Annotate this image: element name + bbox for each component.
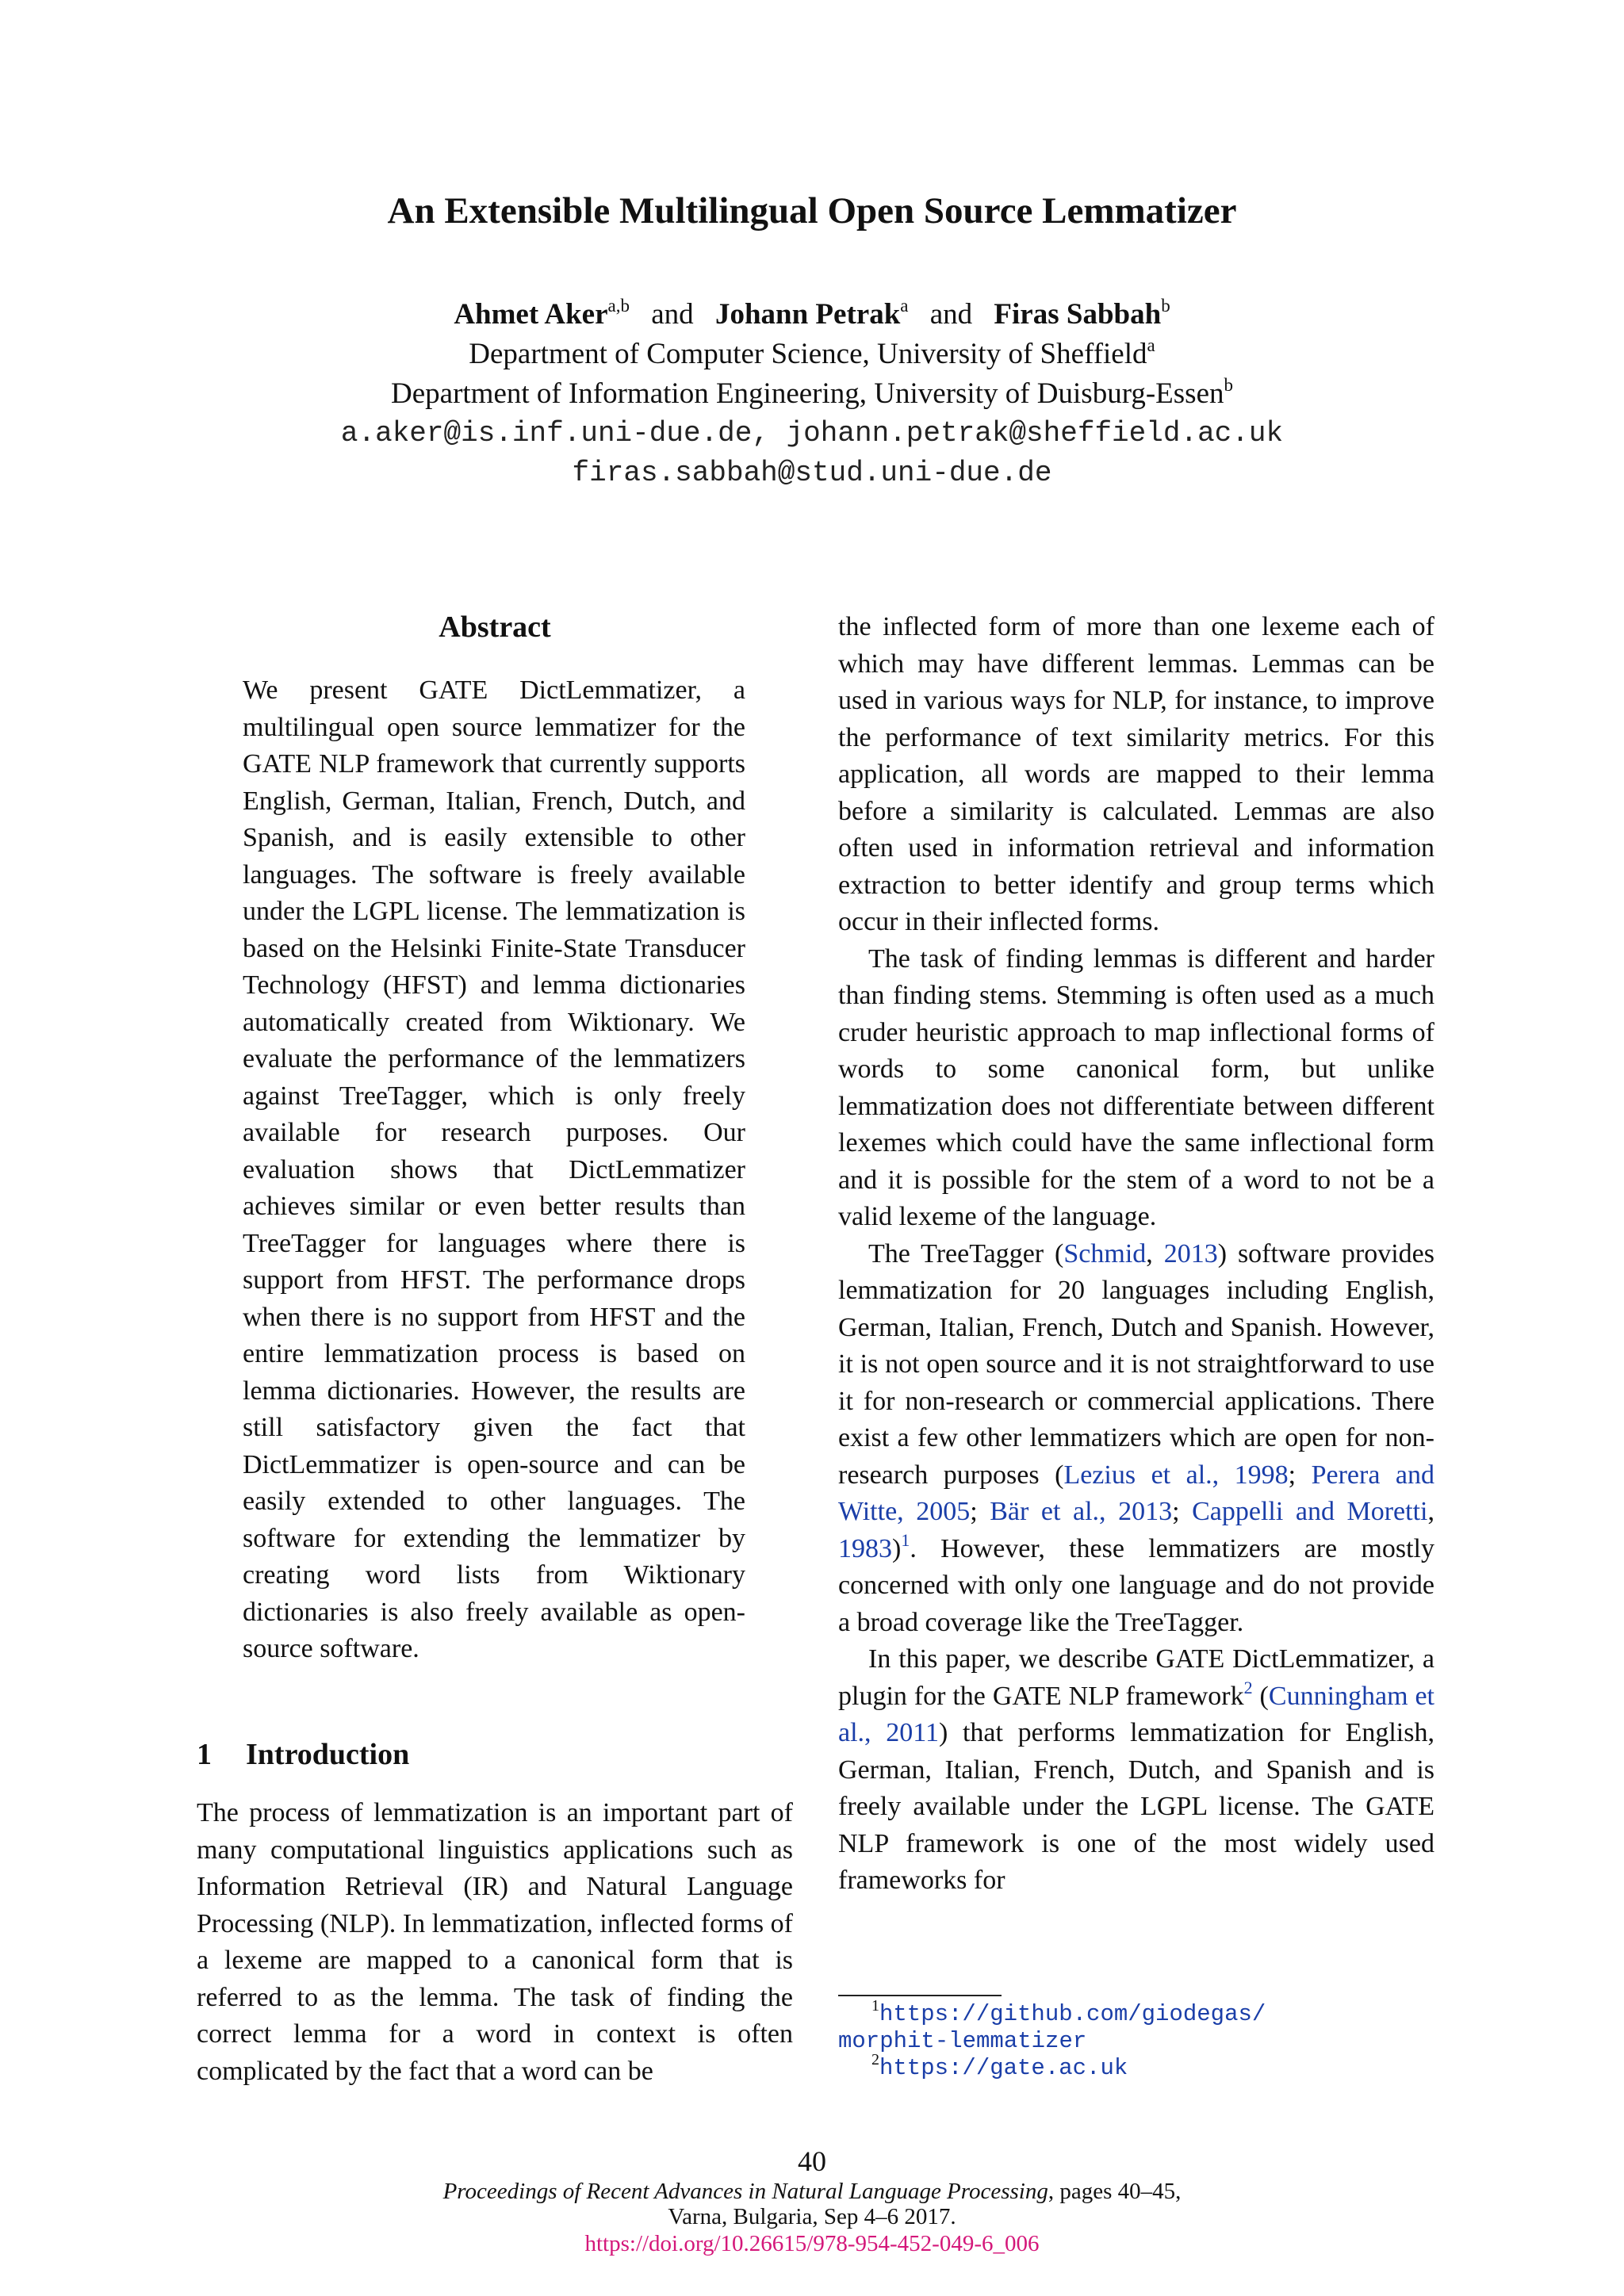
affiliation-text: Department of Information Engineering, University of Duisburg-Essen xyxy=(391,377,1224,410)
abstract-heading: Abstract xyxy=(439,610,551,644)
text-run: ) that performs lemmatization for English, German, Italian, French, Dutch, and Spanish and is freely available under the LGPL license. The GATE NLP framework is one of the most widely used frameworks for xyxy=(838,1718,1434,1895)
abstract-text: We present GATE DictLemmatizer, a multilingual open source lemmatizer for the GATE NLP framework that currently supports English, German, Italian, French, Dutch, and Spanish, and is easily extensible to other languages. The software is freely available under the LGPL license. The lemmatization is based on the Helsinki Finite-State Transducer Technology (HFST) and lemma dictionaries automatically created from Wiktionary. We evaluate the performance of the lemmatizers against TreeTagger, which is only freely available for research purposes. Our evaluation shows that DictLemmatizer achieves similar or even better results than TreeTagger for languages where there is support from HFST. The performance drops when there is no support from HFST and the entire lemmatization process is based on lemma dictionaries. However, the results are still satisfactory given the fact that DictLemmatizer is open-source and can be easily extended to other languages. The software for extending the lemmatizer by creating word lists from Wiktionary dictionaries is also freely available as open-source software. xyxy=(243,675,745,1663)
citation-link[interactable]: 2013 xyxy=(1163,1238,1218,1269)
footnote xyxy=(838,2051,1434,2082)
footnote-url[interactable]: https://github.com/giodegas/ xyxy=(879,2001,1266,2027)
page-number: 40 xyxy=(798,2145,826,2177)
introduction-text: The process of lemmatization is an important part of many computational linguistics applications such as Information Retrieval (IR) and Natural Language Processing (NLP). In lemmatization, inflected forms of a lexeme are mapped to a canonical form that is referred to as the lemma. The task of finding the correct lemma for a word in context is often complicated by the fact that a word can be xyxy=(197,1798,793,2086)
paper-title: An Extensible Multilingual Open Source Lemmatizer xyxy=(387,190,1237,232)
section-title: Introduction xyxy=(246,1738,410,1771)
author-name: Johann Petrak xyxy=(714,298,901,331)
section-heading xyxy=(197,1735,793,1774)
text-run: , xyxy=(1427,1497,1434,1526)
author-name: Firas Sabbah xyxy=(994,298,1162,331)
venue-pages: , pages 40–45, xyxy=(1048,2179,1182,2204)
footnote-marker[interactable]: 1 xyxy=(901,1529,910,1550)
author-affiliation-mark: a,b xyxy=(607,296,630,316)
footnote-divider xyxy=(838,1995,1002,1996)
text-run: ) xyxy=(892,1533,902,1563)
affiliation-mark: a xyxy=(1147,335,1155,355)
venue-name: Proceedings of Recent Advances in Natural Language Processing xyxy=(442,2179,1048,2204)
citation-link[interactable]: Perera and Witte, 2005 xyxy=(838,1460,1435,1526)
affiliation-mark: b xyxy=(1224,375,1233,395)
citation-link[interactable]: 1983 xyxy=(838,1533,892,1563)
text-run: The TreeTagger ( xyxy=(868,1238,1064,1269)
citation-link[interactable]: Cappelli and Moretti xyxy=(1192,1497,1428,1526)
affiliation-text: Department of Computer Science, University of Sheffield xyxy=(469,338,1147,370)
author-separator: and xyxy=(929,298,973,331)
affiliation xyxy=(0,335,1624,374)
citation-link[interactable]: Lezius et al., 1998 xyxy=(1063,1460,1289,1490)
text-run: ; xyxy=(1172,1497,1193,1526)
venue-location: Varna, Bulgaria, Sep 4–6 2017. xyxy=(668,2204,956,2229)
footnote-url-continued[interactable]: morphit-lemmatizer xyxy=(838,2028,1087,2054)
footnote-number: 2 xyxy=(871,2051,879,2068)
author-emails[interactable]: a.aker@is.inf.uni-due.de, johann.petrak@sheffield.ac.uk xyxy=(340,417,1284,450)
text-run: In this paper, we describe GATE DictLemmatizer, a plugin for the GATE NLP framework xyxy=(838,1644,1434,1711)
paragraph xyxy=(838,1641,1434,1900)
footnote xyxy=(838,1997,1434,2055)
venue-info xyxy=(0,2179,1624,2229)
author-separator: and xyxy=(651,298,694,331)
footnotes xyxy=(838,1997,1434,2082)
citation-link[interactable]: Schmid xyxy=(1063,1238,1147,1269)
right-column xyxy=(838,609,1434,1900)
paragraph: The task of finding lemmas is different and harder than finding stems. Stemming is often used as a much cruder heuristic approach to map inflectional forms of words to some canonical form, but unlike lemmatization does not differentiate between different lexemes which could have the same inflectional form and it is possible for the stem of a word to not be a valid lexeme of the language. xyxy=(838,943,1434,1231)
paragraph: the inflected form of more than one lexeme each of which may have different lemmas. Lemmas can be used in various ways for NLP, for instance, to improve the performance of text similarity metrics. For this application, all words are mapped to their lemma before a similarity is calculated. Lemmas are also often used in information retrieval and information extraction to better identify and group terms which occur in their inflected forms. xyxy=(838,612,1434,936)
footnote-url[interactable]: https://gate.ac.uk xyxy=(879,2055,1128,2081)
author-list xyxy=(0,295,1624,335)
section-number: 1 xyxy=(197,1738,212,1771)
author-name: Ahmet Aker xyxy=(454,298,608,331)
doi-link[interactable]: https://doi.org/10.26615/978-954-452-049-6_006 xyxy=(584,2231,1040,2256)
author-affiliation-mark: a xyxy=(900,296,909,316)
footnote-marker[interactable]: 2 xyxy=(1243,1677,1253,1697)
footnote-number: 1 xyxy=(871,1997,879,2015)
text-run: . However, these lemmatizers are mostly concerned with only one language and do not provide a broad coverage like the TreeTagger. xyxy=(838,1533,1434,1637)
affiliation xyxy=(0,374,1624,414)
citation-link[interactable]: Cunningham et al., 2011 xyxy=(838,1681,1435,1747)
author-emails[interactable]: firas.sabbah@stud.uni-due.de xyxy=(572,457,1052,489)
text-run: , xyxy=(1146,1238,1164,1269)
citation-link[interactable]: Bär et al., 2013 xyxy=(990,1497,1173,1526)
text-run: ( xyxy=(1252,1681,1269,1711)
paragraph xyxy=(838,1236,1434,1642)
text-run: ) software provides lemmatization for 20 languages including English, German, Italian, French, Dutch and Spanish. However, it is not open source and it is not straightforward to use it for non-research or commercial applications. There exist a few other lemmatizers which are open for non-research purposes ( xyxy=(838,1238,1434,1490)
text-run: ; xyxy=(970,1497,990,1526)
author-affiliation-mark: b xyxy=(1161,296,1170,316)
text-run: ; xyxy=(1288,1460,1312,1490)
